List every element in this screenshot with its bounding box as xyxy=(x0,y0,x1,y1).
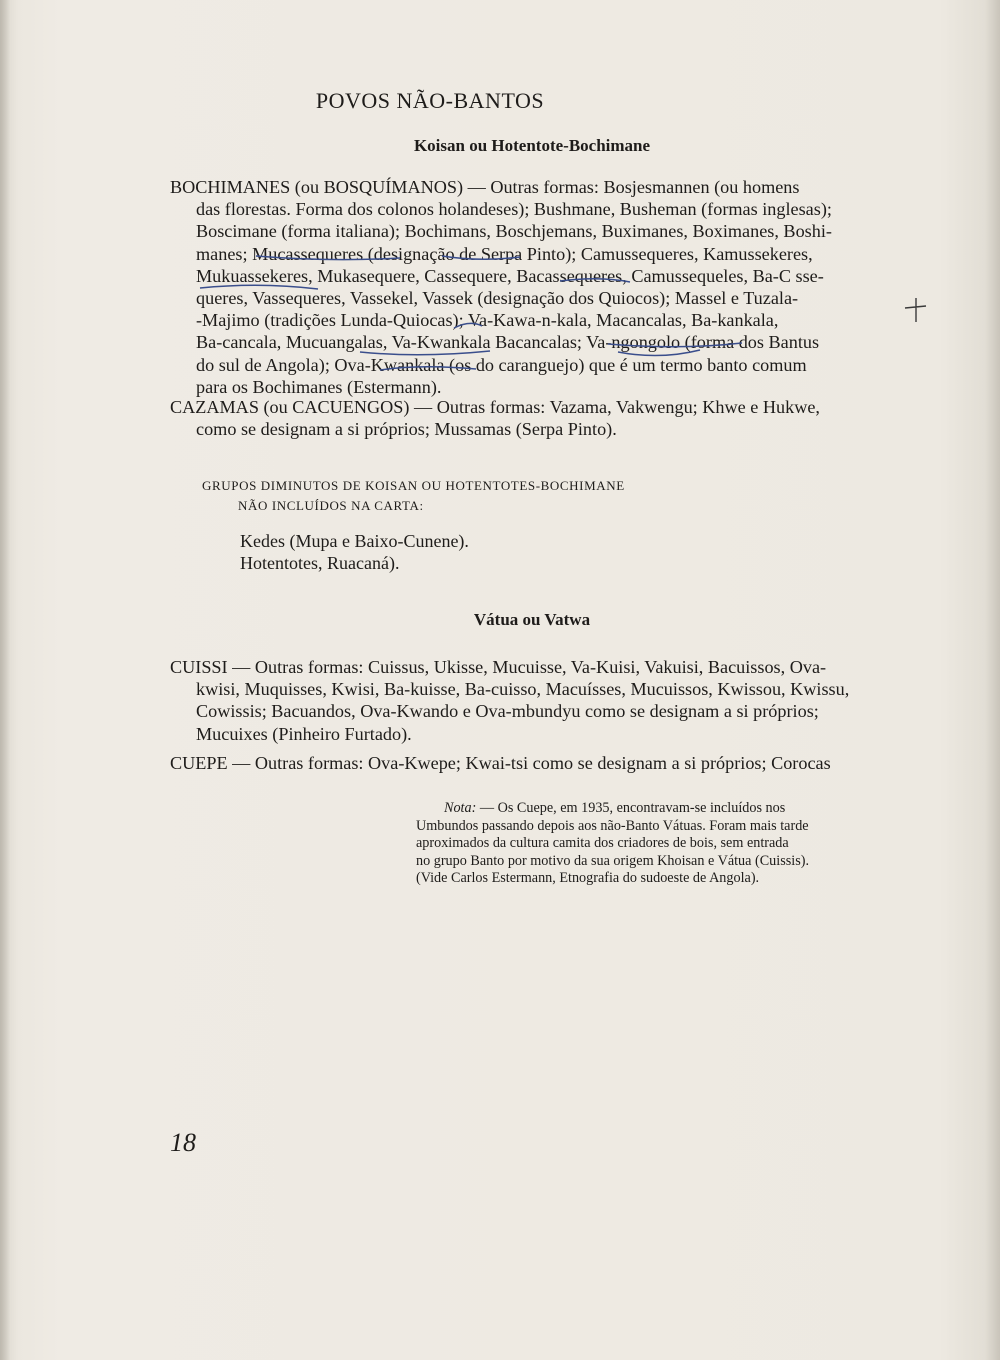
entry-line: Ba-cancala, Mucuangalas, Va-Kwankala Bacancalas; Va-ngongolo (forma dos Bantus xyxy=(196,332,820,353)
note-line: (Vide Carlos Estermann, Etnografia do sudoeste de Angola). xyxy=(416,870,760,887)
entry-bochimanes xyxy=(170,176,894,398)
entry-line: do sul de Angola); Ova-Kwankala (os do caranguejo) que é um termo banto comum xyxy=(196,354,807,375)
entry-cazamas xyxy=(170,396,894,440)
footnote xyxy=(416,800,894,888)
page-number: 18 xyxy=(170,1128,196,1157)
entry-line: Cowissis; Bacuandos, Ova-Kwando e Ova-mbundyu como se designam a si próprios; xyxy=(196,701,819,722)
small-groups-list xyxy=(240,530,469,574)
entry-cuissi xyxy=(170,656,894,745)
entry-line: CUISSI — Outras formas: Cuissus, Ukisse, Mucuisse, Va-Kuisi, Vakuisi, Bacuissos, Ova- xyxy=(170,657,827,677)
section-subtitle-koisan: Koisan ou Hotentote-Bochimane xyxy=(413,136,651,155)
entry-line: Mukuassekeres, Mukasequere, Cassequere, Bacassequeres, Camussequeles, Ba-C sse- xyxy=(196,265,824,286)
small-groups-heading xyxy=(202,476,762,516)
section-subtitle-vatua: Vátua ou Vatwa xyxy=(473,610,591,629)
page-spine-shadow xyxy=(0,0,10,1360)
note-label: Nota: xyxy=(444,800,477,816)
entry-line: para os Bochimanes (Estermann). xyxy=(196,376,442,397)
note-line xyxy=(416,800,894,818)
note-line: Umbundos passando depois aos não-Banto Vátuas. Foram mais tarde xyxy=(416,817,809,834)
entry-line: CAZAMAS (ou CACUENGOS) — Outras formas: Vazama, Vakwengu; Khwe e Hukwe, xyxy=(170,397,820,417)
entry-line: das florestas. Forma dos colonos holandeses); Bushmane, Busheman (formas inglesas); xyxy=(196,199,832,220)
entry-line: -Majimo (tradições Lunda-Quiocas); Va-Kawa-n-kala, Macancalas, Ba-kankala, xyxy=(196,310,779,331)
note-line: no grupo Banto por motivo da sua origem Khoisan e Vátua (Cuissis). xyxy=(416,852,809,869)
entry-line: Boscimane (forma italiana); Bochimans, Boschjemans, Buximanes, Boximanes, Boshi- xyxy=(196,221,832,242)
entry-line: queres, Vassequeres, Vassekel, Vassek (designação dos Quiocos); Massel e Tuzala- xyxy=(196,288,799,309)
page-title: POVOS NÃO-BANTOS xyxy=(315,88,545,113)
entry-line: kwisi, Muquisses, Kwisi, Ba-kuisse, Ba-cuisso, Macuísses, Mucuissos, Kwissou, Kwissu, xyxy=(196,679,850,700)
entry-line: CUEPE — Outras formas: Ova-Kwepe; Kwai-tsi como se designam a si próprios; Corocas xyxy=(170,753,831,773)
note-line: aproximados da cultura camita dos criadores de bois, sem entrada xyxy=(416,835,789,852)
entry-line: como se designam a si próprios; Mussamas (Serpa Pinto). xyxy=(196,419,617,440)
note-text: — Os Cuepe, em 1935, encontravam-se incluídos nos xyxy=(479,800,786,816)
list-item: Kedes (Mupa e Baixo-Cunene). xyxy=(240,531,469,551)
heading-line: GRUPOS DIMINUTOS DE KOISAN OU HOTENTOTES-BOCHIMANE xyxy=(202,478,625,493)
entry-line: BOCHIMANES (ou BOSQUÍMANOS) — Outras formas: Bosjesmannen (ou homens xyxy=(170,177,800,197)
entry-cuepe xyxy=(170,752,894,774)
margin-mark xyxy=(905,298,926,322)
list-item: Hotentotes, Ruacaná). xyxy=(240,553,400,573)
entry-line: Mucuixes (Pinheiro Furtado). xyxy=(196,723,412,744)
heading-line: NÃO INCLUÍDOS NA CARTA: xyxy=(238,498,424,513)
entry-line: manes; Mucassequeres (designação de Serpa Pinto); Camussequeres, Kamussekeres, xyxy=(196,243,813,264)
